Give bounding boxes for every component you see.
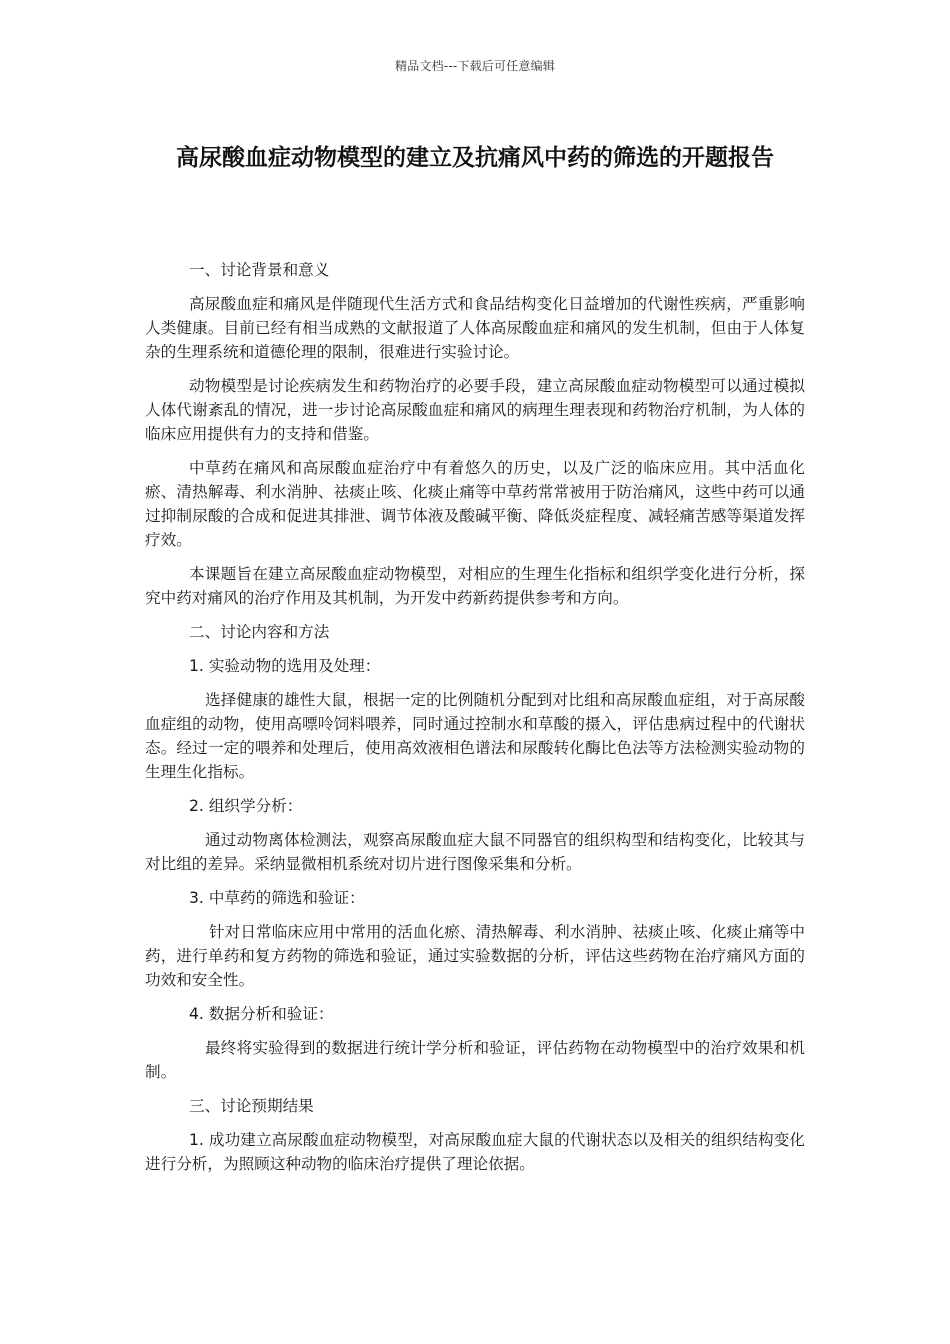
section-2-item-3-text: 针对日常临床应用中常用的活血化瘀、清热解毒、利水消肿、祛痰止咳、化痰止痛等中药，进行单药和复方药物的筛选和验证，通过实验数据的分析，评估这些药物在治疗痛风方面的功效和安全性。 <box>145 923 805 989</box>
section-2-item-3-heading: 3. 中草药的筛选和验证： <box>189 889 365 907</box>
section-2-item-1-heading: 1. 实验动物的选用及处理： <box>189 657 381 675</box>
document-body <box>145 258 805 1186</box>
section-1-paragraph-3: 中草药在痛风和高尿酸血症治疗中有着悠久的历史，以及广泛的临床应用。其中活血化瘀、清热解毒、利水消肿、祛痰止咳、化痰止痛等中草药常常被用于防治痛风，这些中药可以通过抑制尿酸的合成和促进其排泄、调节体液及酸碱平衡、降低炎症程度、减轻痛苦感等渠道发挥疗效。 <box>145 459 805 549</box>
section-1-paragraph-2: 动物模型是讨论疾病发生和药物治疗的必要手段，建立高尿酸血症动物模型可以通过模拟人体代谢紊乱的情况，进一步讨论高尿酸血症和痛风的病理生理表现和药物治疗机制，为人体的临床应用提供有力的支持和借鉴。 <box>145 377 805 443</box>
section-2-item-1-text: 选择健康的雄性大鼠，根据一定的比例随机分配到对比组和高尿酸血症组，对于高尿酸血症组的动物，使用高嘌呤饲料喂养，同时通过控制水和草酸的摄入，评估患病过程中的代谢状态。经过一定的喂养和处理后，使用高效液相色谱法和尿酸转化酶比色法等方法检测实验动物的生理生化指标。 <box>145 691 805 781</box>
section-1-heading: 一、讨论背景和意义 <box>189 261 330 279</box>
section-1-paragraph-1: 高尿酸血症和痛风是伴随现代生活方式和食品结构变化日益增加的代谢性疾病，严重影响人类健康。目前已经有相当成熟的文献报道了人体高尿酸血症和痛风的发生机制，但由于人体复杂的生理系统和道德伦理的限制，很难进行实验讨论。 <box>145 295 805 361</box>
section-2-item-4-text: 最终将实验得到的数据进行统计学分析和验证，评估药物在动物模型中的治疗效果和机制。 <box>145 1039 805 1081</box>
section-2-item-2-heading: 2. 组织学分析： <box>189 797 303 815</box>
section-1-paragraph-4: 本课题旨在建立高尿酸血症动物模型，对相应的生理生化指标和组织学变化进行分析，探究中药对痛风的治疗作用及其机制，为开发中药新药提供参考和方向。 <box>145 565 805 607</box>
section-2-item-4-heading: 4. 数据分析和验证： <box>189 1005 334 1023</box>
page-header: 精品文档---下载后可任意编辑 <box>395 59 555 73</box>
section-3-heading: 三、讨论预期结果 <box>189 1097 314 1115</box>
section-2-item-2-text: 通过动物离体检测法，观察高尿酸血症大鼠不同器官的组织构型和结构变化，比较其与对比组的差异。采纳显微相机系统对切片进行图像采集和分析。 <box>145 831 805 873</box>
document-title: 高尿酸血症动物模型的建立及抗痛风中药的筛选的开题报告 <box>176 145 774 171</box>
section-2-heading: 二、讨论内容和方法 <box>189 623 330 641</box>
section-3-item-1: 1. 成功建立高尿酸血症动物模型，对高尿酸血症大鼠的代谢状态以及相关的组织结构变化进行分析，为照顾这种动物的临床治疗提供了理论依据。 <box>145 1131 805 1173</box>
